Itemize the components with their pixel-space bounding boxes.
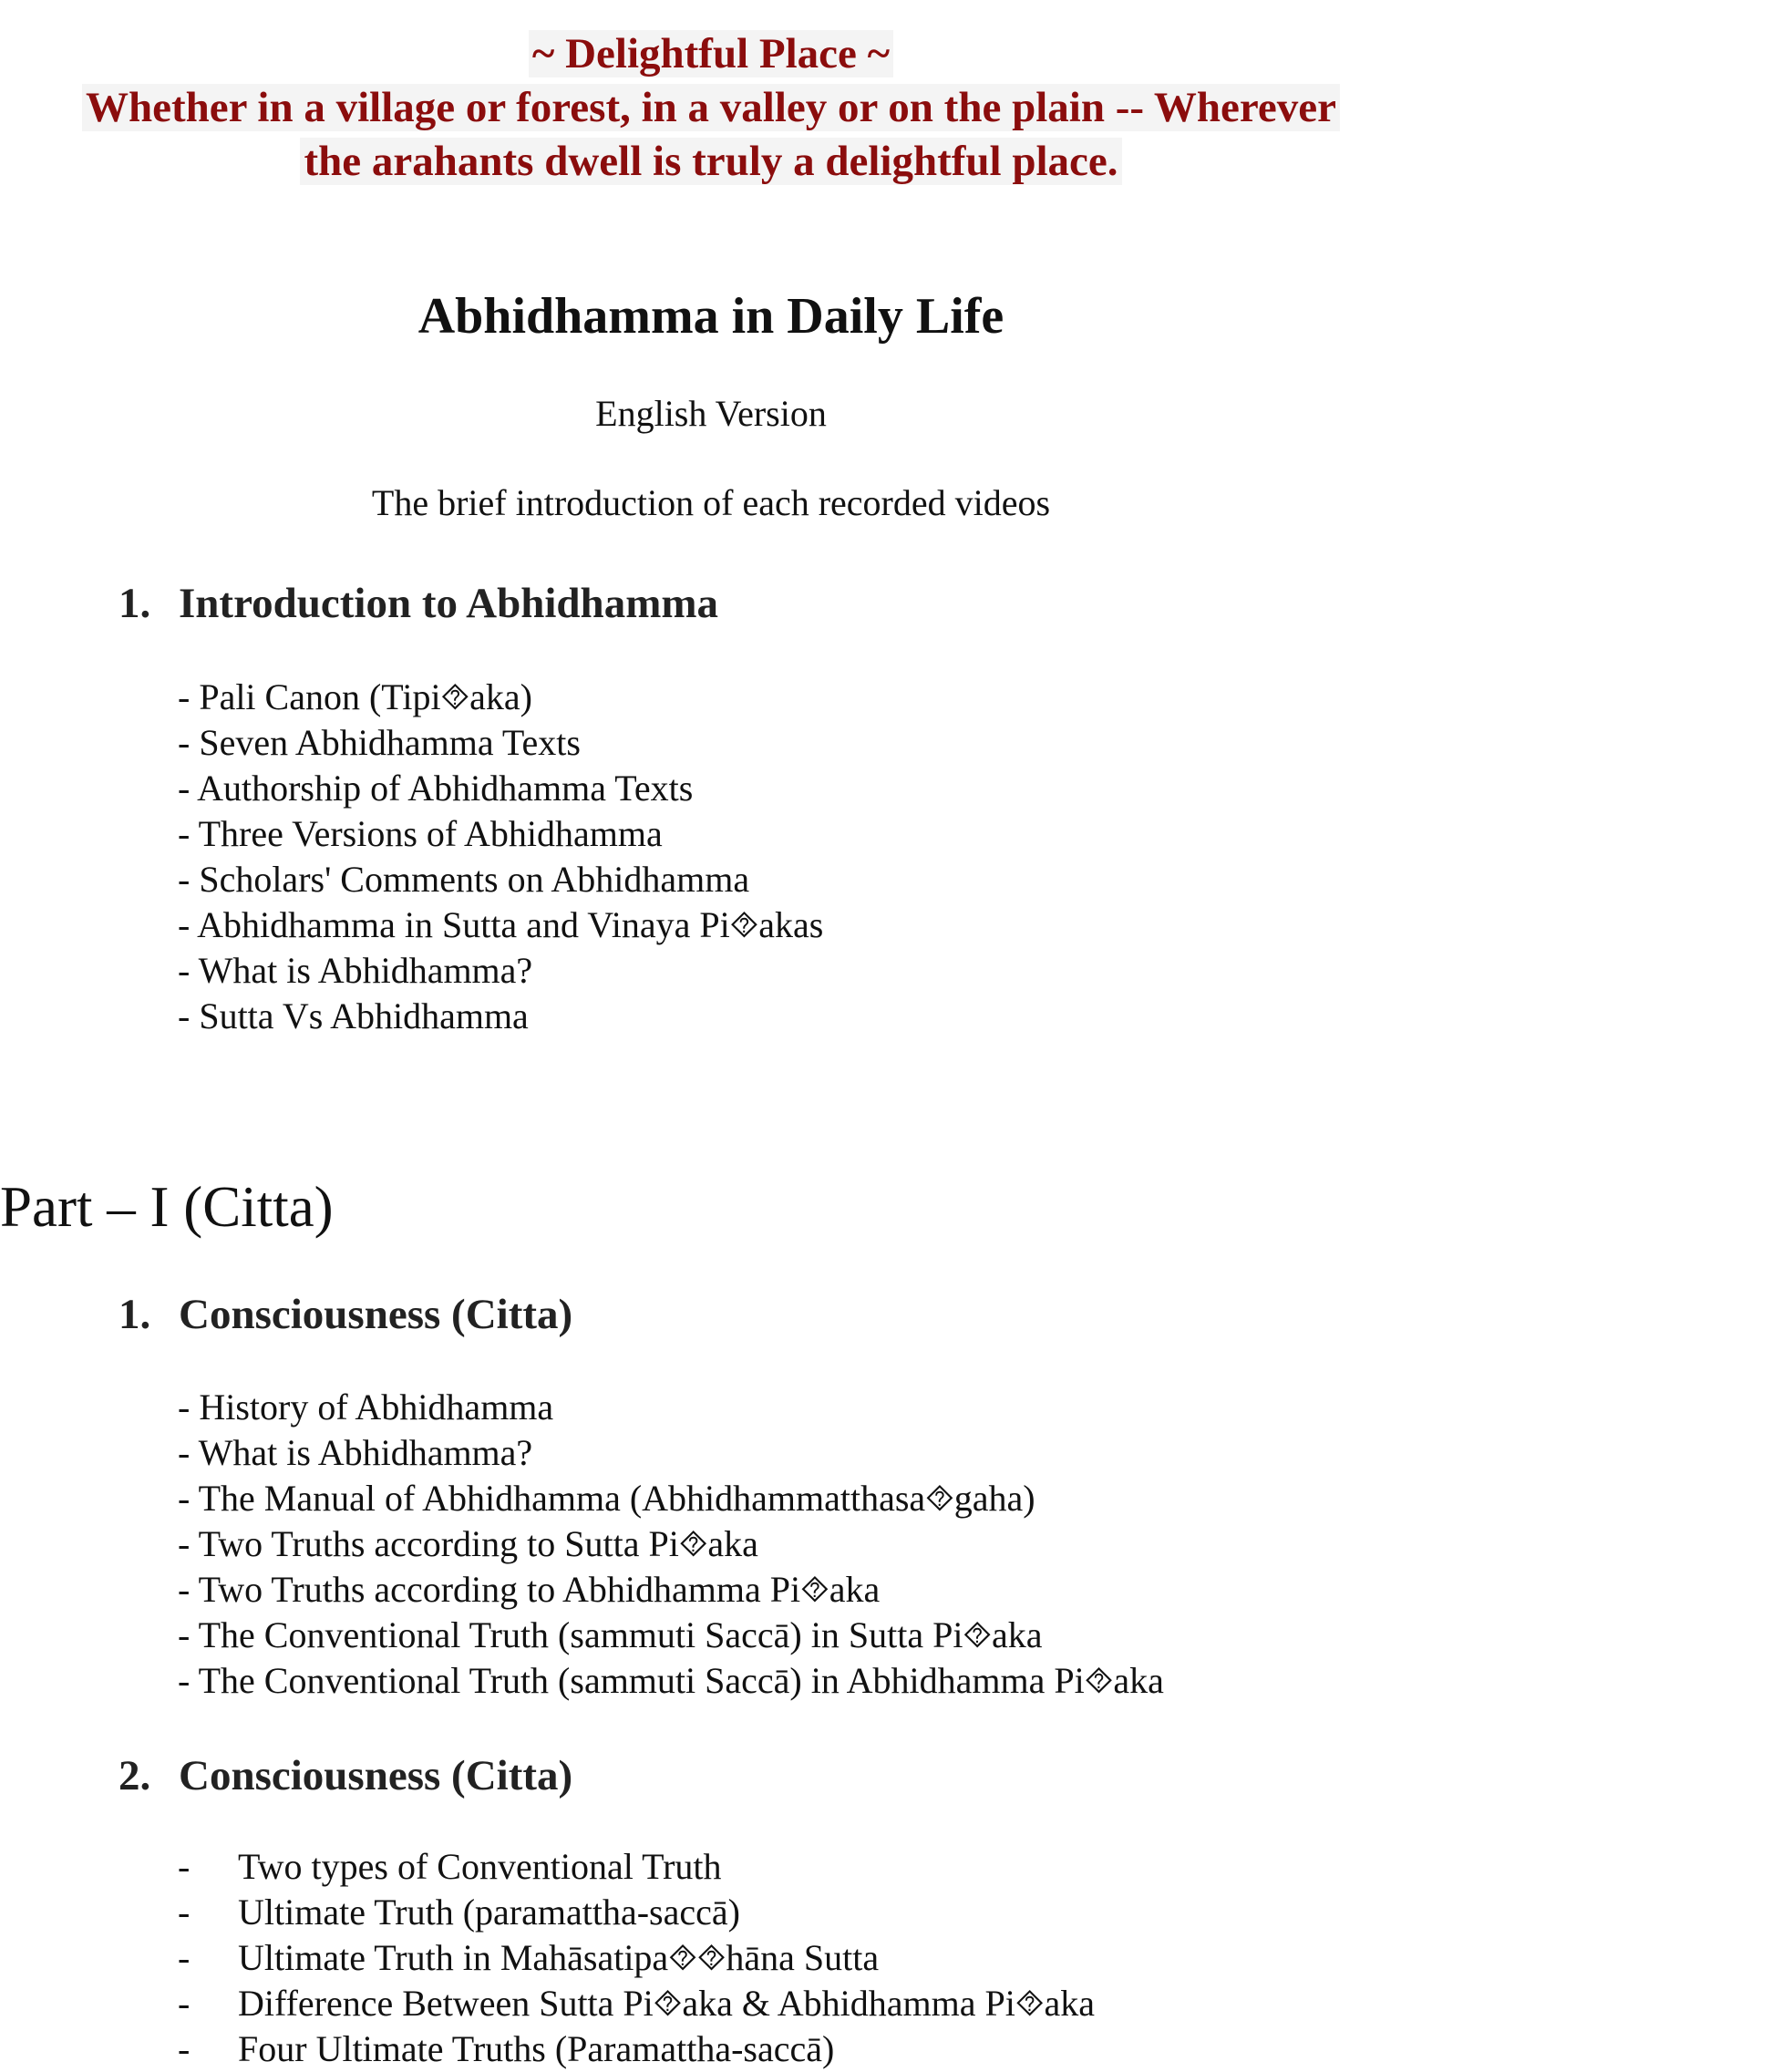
list-item [178,2026,1095,2072]
introduction-topic-list [178,675,823,1039]
version-label: English Version [595,393,827,434]
list-item: - Pali Canon (Tipi⯑aka) [178,676,532,717]
list-dash: - [178,1846,191,1887]
list-item: - Scholars' Comments on Abhidhamma [178,859,750,900]
list-item [178,1844,1095,1890]
section-number: 1. [118,1291,151,1338]
document-title: Abhidhamma in Daily Life [417,288,1004,345]
list-item-text: Ultimate Truth (paramattha-saccā) [238,1892,740,1933]
list-item-text: Difference Between Sutta Pi⯑aka & Abhidhamma Pi⯑aka [238,1983,1095,2024]
list-item [178,1890,1095,1935]
list-item: - Three Versions of Abhidhamma [178,813,663,854]
list-item: - Two Truths according to Abhidhamma Pi⯑aka [178,1569,881,1610]
section-number: 2. [118,1752,151,1799]
list-dash: - [178,2028,191,2069]
list-item: - Two Truths according to Sutta Pi⯑aka [178,1523,758,1564]
list-item: - Abhidhamma in Sutta and Vinaya Pi⯑akas [178,904,824,945]
list-item [178,1935,1095,1981]
list-item-text: Ultimate Truth in Mahāsatipa⯑⯑hāna Sutta [238,1937,880,1978]
list-item: - What is Abhidhamma? [178,1432,533,1473]
list-dash: - [178,1892,191,1933]
list-item: - Sutta Vs Abhidhamma [178,995,529,1036]
banner-line-3: the arahants dwell is truly a delightful place. [0,135,1422,189]
list-item: - What is Abhidhamma? [178,950,533,991]
list-item: - History of Abhidhamma [178,1386,554,1428]
section-heading-consciousness-1 [118,1289,572,1340]
list-item-text: Two types of Conventional Truth [238,1846,722,1887]
banner-line-2: Whether in a village or forest, in a valley or on the plain -- Wherever [0,81,1422,135]
list-item: - Seven Abhidhamma Texts [178,722,581,763]
list-item-text: Four Ultimate Truths (Paramattha-saccā) [238,2028,835,2069]
intro-line: The brief introduction of each recorded videos [371,482,1051,523]
section-title: Consciousness (Citta) [179,1752,573,1799]
consciousness-1-topic-list [178,1385,1164,1704]
banner-quote [0,27,1422,189]
section-heading-consciousness-2 [118,1750,572,1801]
list-item: - The Conventional Truth (sammuti Saccā) in Abhidhamma Pi⯑aka [178,1660,1164,1701]
list-item: - Authorship of Abhidhamma Texts [178,768,694,809]
list-item: - The Conventional Truth (sammuti Saccā) in Sutta Pi⯑aka [178,1614,1043,1655]
list-item: - The Manual of Abhidhamma (Abhidhammatthasa⯑gaha) [178,1478,1035,1519]
section-heading-introduction [118,578,718,629]
list-dash: - [178,1983,191,2024]
part-heading: Part – I (Citta) [0,1175,334,1239]
consciousness-2-topic-list [178,1844,1095,2072]
banner-line-1: ~ Delightful Place ~ [0,27,1422,81]
section-title: Introduction to Abhidhamma [179,580,718,627]
section-number: 1. [118,580,151,627]
list-item [178,1981,1095,2026]
list-dash: - [178,1937,191,1978]
section-title: Consciousness (Citta) [179,1291,573,1338]
